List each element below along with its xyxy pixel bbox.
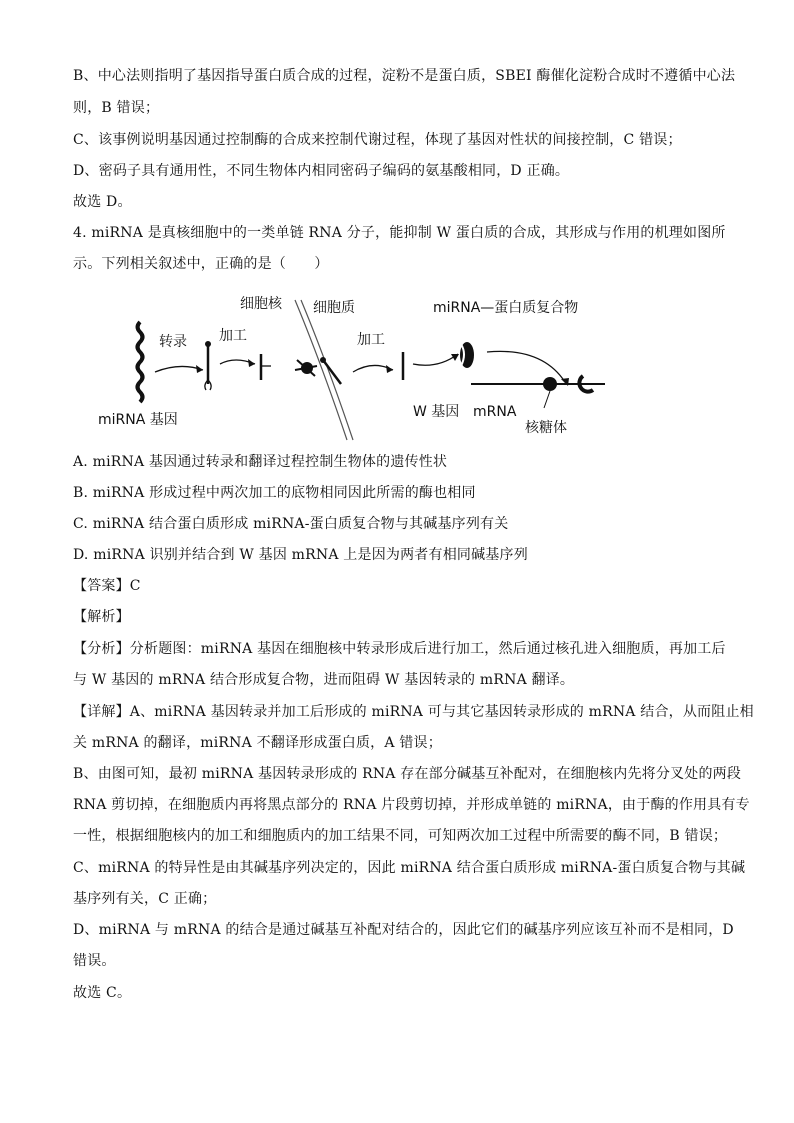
- analysis-text: 与 W 基因的 mRNA 结合形成复合物，进而阻碍 W 基因转录的 mRNA 翻译。: [73, 672, 575, 688]
- mirna-mechanism-figure: [95, 292, 615, 442]
- option-b: B. miRNA 形成过程中两次加工的底物相同因此所需的酶也相同: [73, 485, 476, 501]
- label-processing-1: 加工: [219, 328, 247, 344]
- transcription-arrow: [155, 366, 203, 372]
- question-stem: 4. miRNA 是真核细胞中的一类单链 RNA 分子，能抑制 W 蛋白质的合成，其形成与作用的机理如图所: [73, 225, 726, 241]
- option-a: A. miRNA 基因通过转录和翻译过程控制生物体的遗传性状: [73, 454, 448, 470]
- label-ribosome: 核糖体: [525, 420, 567, 436]
- detail-text: B、由图可知，最初 miRNA 基因转录形成的 RNA 存在部分碱基互补配对，在细胞核内先将分叉处的两段: [73, 766, 742, 782]
- label-mrna: mRNA: [473, 404, 517, 420]
- label-cytoplasm: 细胞质: [313, 300, 355, 316]
- mirna-gene-strand: [138, 322, 143, 402]
- answer: 【答案】C: [73, 578, 141, 594]
- ribosome: [543, 377, 557, 391]
- detail-text: D、miRNA 与 mRNA 的结合是通过碱基互补配对结合的，因此它们的碱基序列应该互补而不是相同，D: [73, 922, 734, 938]
- text-line: 则，B 错误；: [73, 100, 160, 116]
- detail-text: 基序列有关，C 正确；: [73, 891, 217, 907]
- analysis-text: 【分析】分析题图：miRNA 基因在细胞核中转录形成后进行加工，然后通过核孔进入细胞质，再加工后: [73, 641, 726, 657]
- text-line: D、密码子具有通用性，不同生物体内相同密码子编码的氨基酸相同，D 正确。: [73, 163, 570, 179]
- text-line: 故选 D。: [73, 194, 132, 210]
- conclusion: 故选 C。: [73, 985, 132, 1001]
- question-stem: 示。下列相关叙述中，正确的是（ ）: [73, 256, 329, 272]
- detail-text: C、miRNA 的特异性是由其碱基序列决定的，因此 miRNA 结合蛋白质形成 miRNA-蛋白质复合物与其碱: [73, 860, 746, 876]
- label-transcription: 转录: [159, 334, 187, 350]
- text-line: B、中心法则指明了基因指导蛋白质合成的过程，淀粉不是蛋白质，SBEI 酶催化淀粉合成时不遵循中心法: [73, 68, 736, 84]
- label-nucleus: 细胞核: [240, 296, 282, 312]
- detail-text: 错误。: [73, 953, 116, 969]
- text-line: C、该事例说明基因通过控制酶的合成来控制代谢过程，体现了基因对性状的间接控制，C 错误；: [73, 132, 682, 148]
- detail-text: 一性，根据细胞核内的加工和细胞质内的加工结果不同，可知两次加工过程中所需要的酶不同，B 错误；: [73, 828, 728, 844]
- detail-text: 【详解】A、miRNA 基因转录并加工后形成的 miRNA 可与其它基因转录形成的 mRNA 结合，从而阻止相: [73, 704, 754, 720]
- detail-text: RNA 剪切掉，在细胞质内再将黑点部分的 RNA 片段剪切掉，并形成单链的 miRNA，由于酶的作用具有专: [73, 797, 750, 813]
- option-c: C. miRNA 结合蛋白质形成 miRNA-蛋白质复合物与其碱基序列有关: [73, 516, 509, 532]
- label-processing-2: 加工: [357, 332, 385, 348]
- option-d: D. miRNA 识别并结合到 W 基因 mRNA 上是因为两者有相同碱基序列: [73, 547, 528, 563]
- analysis-heading: 【解析】: [73, 609, 130, 625]
- detail-text: 关 mRNA 的翻译，miRNA 不翻译形成蛋白质，A 错误；: [73, 735, 442, 751]
- mechanism-diagram: [95, 292, 615, 442]
- label-complex: miRNA—蛋白质复合物: [433, 300, 579, 316]
- label-w-gene: W 基因: [413, 404, 460, 420]
- label-mirna-gene: miRNA 基因: [98, 412, 178, 428]
